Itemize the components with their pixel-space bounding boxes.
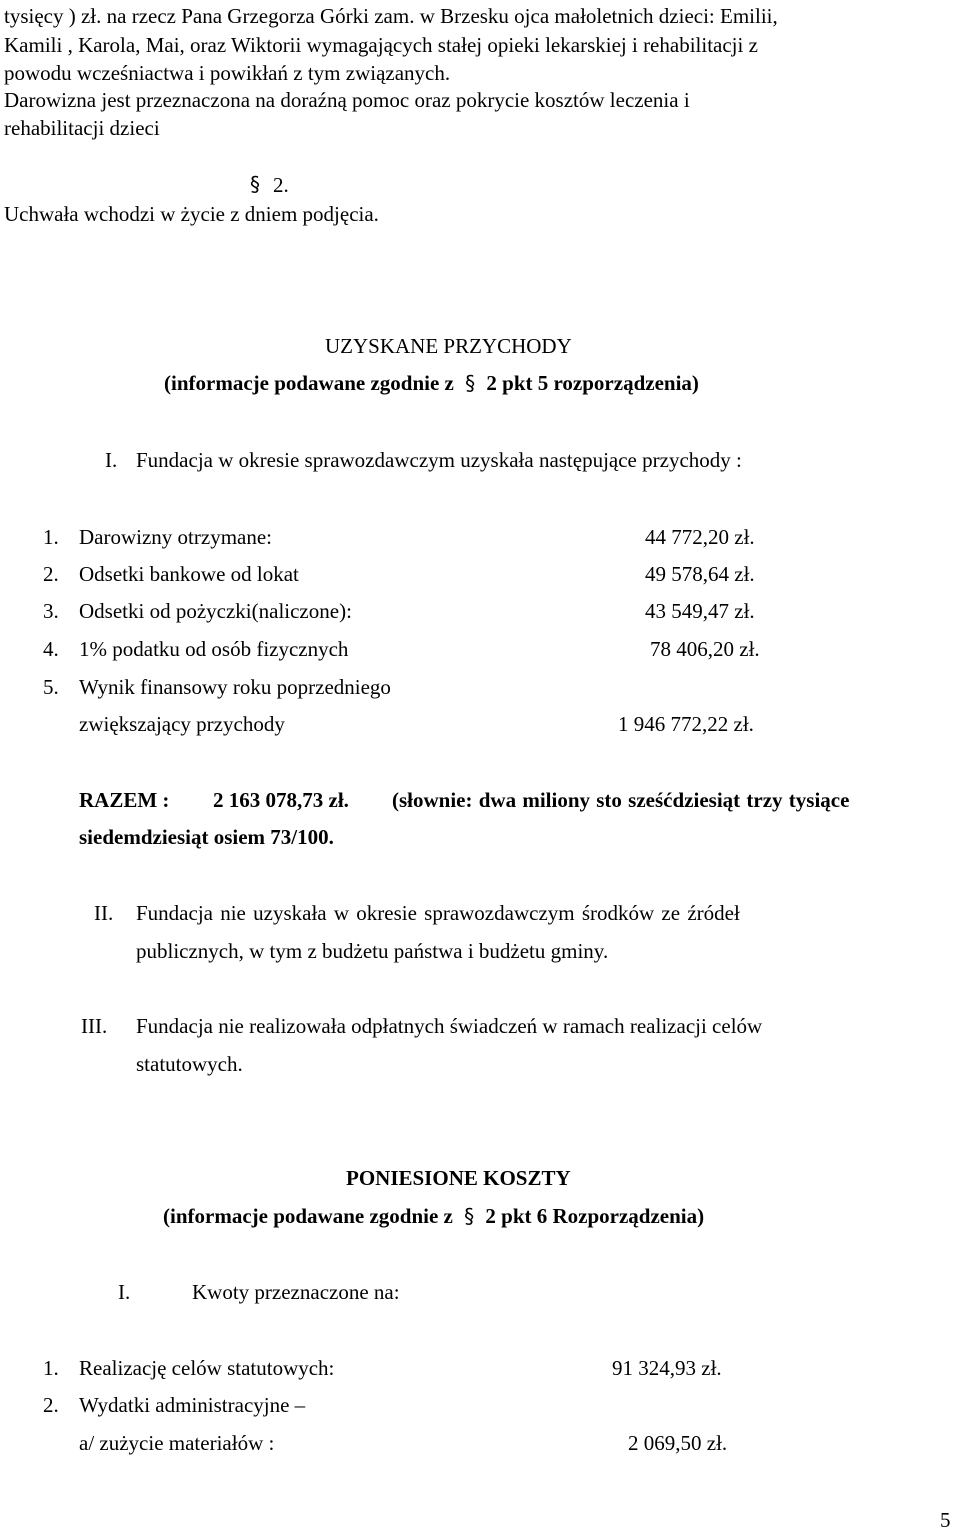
revenue-section-III-number: III. [81,1014,108,1038]
revenue-item-1-number: 1. [43,525,59,549]
revenue-item-4-amount: 78 406,20 zł. [650,637,760,661]
revenue-item-2-amount: 49 578,64 zł. [645,562,755,586]
costs-item-2-sub-amount: 2 069,50 zł. [628,1431,728,1455]
costs-item-2-sub-label: a/ zużycie materiałów : [79,1431,275,1455]
page-number: 5 [940,1508,951,1532]
para2-text: Uchwała wchodzi w życie z dniem podjęcia. [4,202,379,226]
revenue-item-5-number: 5. [43,675,59,699]
costs-item-1-amount: 91 324,93 zł. [612,1356,722,1380]
intro-line-3: powodu wcześniactwa i powikłań z tym związanych. [4,61,451,85]
revenue-heading: UZYSKANE PRZYCHODY [325,334,572,358]
costs-sub-after: 2 pkt 6 Rozporządzenia) [485,1204,705,1228]
costs-section-I-text: Kwoty przeznaczone na: [192,1280,400,1304]
revenue-section-I-text: Fundacja w okresie sprawozdawczym uzyskała następujące przychody : [136,448,742,472]
costs-subheading [163,1203,704,1229]
total-value: 2 163 078,73 zł. [213,788,349,812]
costs-item-2-label: Wydatki administracyjne – [79,1393,306,1417]
revenue-item-3-amount: 43 549,47 zł. [645,599,755,623]
revenue-item-3-label: Odsetki od pożyczki(naliczone): [79,599,352,623]
revenue-section-II-line-1: Fundacja nie uzyskała w okresie sprawozdawczym środków ze źródeł [136,901,740,925]
total-words-a: (słownie: dwa miliony sto sześćdziesiąt trzy tysiące [392,788,850,812]
revenue-item-2-number: 2. [43,562,59,586]
intro-line-4: Darowizna jest przeznaczona na doraźną pomoc oraz pokrycie kosztów leczenia i [4,88,690,112]
intro-line-1: tysięcy ) zł. na rzecz Pana Grzegorza Górki zam. w Brzesku ojca małoletnich dzieci: Emilii, [4,4,778,28]
total-words-b: siedemdziesiąt osiem 73/100. [79,825,334,849]
revenue-section-II-number: II. [94,901,114,925]
revenue-item-5-amount: 1 946 772,22 zł. [618,712,754,736]
revenue-item-5-label: Wynik finansowy roku poprzedniego [79,675,391,699]
revenue-item-4-number: 4. [43,637,59,661]
revenue-item-2-label: Odsetki bankowe od lokat [79,562,299,586]
costs-item-2-number: 2. [43,1393,59,1417]
revenue-subheading [164,370,699,396]
total-label: RAZEM : [79,788,170,812]
costs-section-I-number: I. [118,1280,131,1304]
intro-line-2: Kamili , Karola, Mai, oraz Wiktorii wymagających stałej opieki lekarskiej i rehabilitacji z [4,33,758,57]
revenue-section-II-line-2: publicznych, w tym z budżetu państwa i budżetu gminy. [136,939,609,963]
costs-heading: PONIESIONE KOSZTY [346,1166,571,1190]
costs-sub-before: (informacje podawane zgodnie z [163,1204,453,1228]
revenue-section-III-line-1: Fundacja nie realizowała odpłatnych świadczeń w ramach realizacji celów [136,1014,763,1038]
revenue-item-4-label: 1% podatku od osób fizycznych [79,637,349,661]
intro-line-5: rehabilitacji dzieci [4,116,160,140]
revenue-section-III-line-2: statutowych. [136,1052,243,1076]
para2-number: 2. [273,173,289,197]
revenue-item-1-label: Darowizny otrzymane: [79,525,273,549]
section-sign-icon: § [464,1204,475,1228]
revenue-sub-before: (informacje podawane zgodnie z [164,371,454,395]
revenue-item-3-number: 3. [43,599,59,623]
revenue-sub-after: 2 pkt 5 rozporządzenia) [486,371,699,395]
revenue-item-1-amount: 44 772,20 zł. [645,525,755,549]
section-sign-icon: § [465,371,476,395]
section-sign-2: § [250,172,260,196]
costs-item-1-label: Realizację celów statutowych: [79,1356,335,1380]
costs-item-1-number: 1. [43,1356,59,1380]
revenue-item-5-label-2: zwiększający przychody [79,712,285,736]
revenue-section-I-number: I. [105,448,118,472]
